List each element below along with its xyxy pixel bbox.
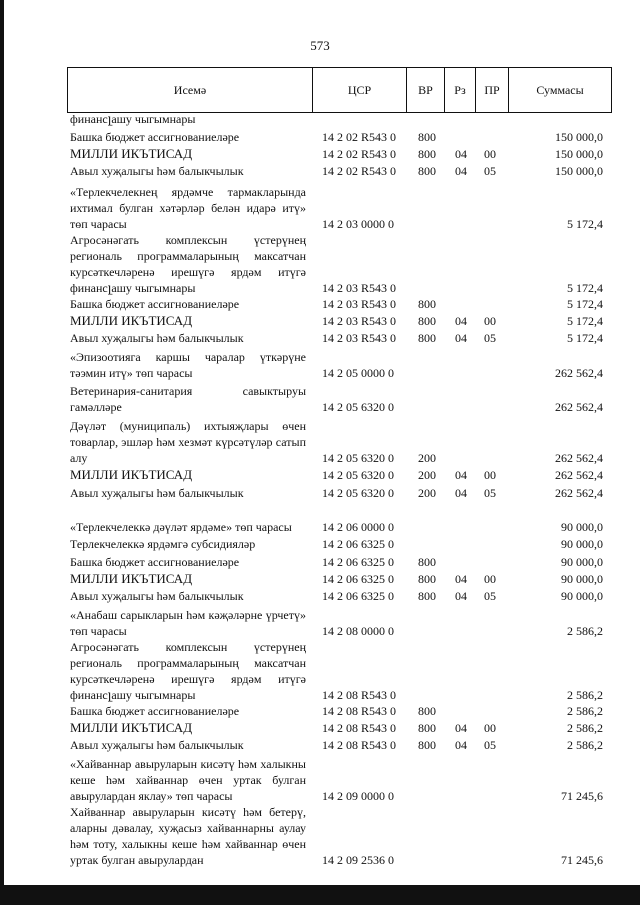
row-vr: 200 [418, 468, 436, 482]
row-sum: 71 245,6 [561, 789, 603, 803]
row-pr: 00 [484, 572, 496, 586]
row-csr: 14 2 08 R543 0 [322, 721, 397, 735]
row-rz: 04 [455, 331, 467, 345]
row-csr: 14 2 02 R543 0 [322, 130, 397, 144]
row-sum: 5 172,4 [567, 331, 603, 345]
row-name: МИЛЛИ ИКЪТИСАД [70, 467, 193, 482]
row-sum: 2 586,2 [567, 738, 603, 752]
row-rz: 04 [455, 468, 467, 482]
row-csr: 14 2 08 R543 0 [322, 704, 397, 718]
row-sum: 5 172,4 [567, 281, 603, 295]
header-vr: ВР [407, 68, 445, 113]
row-name: Авыл хуҗалыгы һәм балыкчылык [70, 589, 244, 603]
row-name: МИЛЛИ ИКЪТИСАД [70, 720, 193, 735]
row-name: МИЛЛИ ИКЪТИСАД [70, 146, 193, 161]
row-name: Авыл хуҗалыгы һәм балыкчылык [70, 738, 244, 752]
table-row [0, 604, 640, 639]
row-csr: 14 2 03 R543 0 [322, 331, 397, 345]
header-csr: ЦСР [313, 68, 407, 113]
table-row [0, 296, 640, 312]
row-csr: 14 2 06 0000 0 [322, 520, 394, 534]
header-name: Исемә [68, 68, 313, 113]
row-name: Агросәнәгать комплексын үстерүнең региональ программаларының максатчан курсәткечләренә ирешүгә ярдәм итүгә финансլашу чыгымнары [70, 233, 306, 295]
row-vr: 200 [418, 486, 436, 500]
table-row [0, 466, 640, 483]
budget-table-body [0, 113, 640, 868]
row-pr: 00 [484, 721, 496, 735]
row-sum: 71 245,6 [561, 853, 603, 867]
table-row [0, 346, 640, 381]
page-number: 573 [310, 38, 330, 53]
row-name: «Терлекчелекнең ярдәмче тармакларында ихтимал булган хәтәрләр белән идарә итү» төп чарасы [70, 185, 306, 231]
row-sum: 150 000,0 [555, 164, 603, 178]
header-sum: Суммасы [509, 68, 612, 113]
table-row [0, 753, 640, 804]
row-name: «Эпизоотияга каршы чаралар үткәрүне тәэмин итү» төп чарасы [70, 350, 306, 380]
row-sum: 150 000,0 [555, 147, 603, 161]
row-name: Башка бюджет ассигнованиеләре [70, 704, 240, 718]
row-sum: 262 562,4 [555, 486, 603, 500]
row-name: МИЛЛИ ИКЪТИСАД [70, 571, 193, 586]
row-csr: 14 2 05 6320 0 [322, 400, 394, 414]
row-csr: 14 2 03 R543 0 [322, 281, 397, 295]
header-rz: Рз [445, 68, 476, 113]
row-rz: 04 [455, 486, 467, 500]
row-rz: 04 [455, 147, 467, 161]
row-pr: 00 [484, 468, 496, 482]
row-rz: 04 [455, 738, 467, 752]
row-name: «Анабаш сарыкларын һәм кәҗәләрне үрчетү» төп чарасы [70, 608, 306, 638]
row-vr: 800 [418, 331, 436, 345]
row-csr: 14 2 06 6325 0 [322, 589, 394, 603]
row-sum: 2 586,2 [567, 624, 603, 638]
row-csr: 14 2 05 6320 0 [322, 451, 394, 465]
table-row [0, 179, 640, 232]
table-row [0, 145, 640, 162]
row-name: МИЛЛИ ИКЪТИСАД [70, 313, 193, 328]
row-rz: 04 [455, 721, 467, 735]
row-name: Авыл хуҗалыгы һәм балыкчылык [70, 486, 244, 500]
row-csr: 14 2 06 6325 0 [322, 572, 394, 586]
table-row [0, 703, 640, 719]
row-vr: 800 [418, 721, 436, 735]
row-csr: 14 2 05 6320 0 [322, 486, 394, 500]
row-name: Хайваннар авыруларын кисәтү һәм бетерү, аларны дәвалау, хуҗасыз хайваннарны аулау һәм тоту, халыкны кеше һәм хайваннар өчен уртак булган авырулардан [70, 805, 306, 867]
table-row [0, 162, 640, 179]
row-sum: 2 586,2 [567, 721, 603, 735]
table-row [0, 570, 640, 587]
row-sum: 5 172,4 [567, 217, 603, 231]
table-row [0, 736, 640, 753]
row-csr: 14 2 02 R543 0 [322, 147, 397, 161]
row-csr: 14 2 03 0000 0 [322, 217, 394, 231]
row-sum: 262 562,4 [555, 451, 603, 465]
row-vr: 800 [418, 555, 436, 569]
row-vr: 800 [418, 147, 436, 161]
header-pr: ПР [476, 68, 509, 113]
row-vr: 800 [418, 164, 436, 178]
row-pr: 05 [484, 738, 496, 752]
row-sum: 90 000,0 [561, 520, 603, 534]
row-csr: 14 2 05 0000 0 [322, 366, 394, 380]
row-csr: 14 2 08 0000 0 [322, 624, 394, 638]
row-csr: 14 2 06 6325 0 [322, 555, 394, 569]
row-pr: 05 [484, 331, 496, 345]
row-sum: 90 000,0 [561, 537, 603, 551]
row-csr: 14 2 09 2536 0 [322, 853, 394, 867]
row-csr: 14 2 06 6325 0 [322, 537, 394, 551]
row-sum: 2 586,2 [567, 688, 603, 702]
row-name: Авыл хуҗалыгы һәм балыкчылык [70, 164, 244, 178]
row-sum: 5 172,4 [567, 297, 603, 311]
row-rz: 04 [455, 589, 467, 603]
table-row [0, 639, 640, 703]
row-name: финансլашу чыгымнары [70, 112, 196, 126]
row-vr: 800 [418, 314, 436, 328]
row-csr: 14 2 08 R543 0 [322, 688, 397, 702]
table-row [0, 127, 640, 145]
row-pr: 00 [484, 314, 496, 328]
row-sum: 262 562,4 [555, 366, 603, 380]
row-sum: 262 562,4 [555, 468, 603, 482]
table-row [0, 535, 640, 552]
row-name: Башка бюджет ассигнованиеләре [70, 297, 240, 311]
row-rz: 04 [455, 314, 467, 328]
row-sum: 90 000,0 [561, 589, 603, 603]
row-csr: 14 2 08 R543 0 [322, 738, 397, 752]
row-rz: 04 [455, 572, 467, 586]
row-name: Башка бюджет ассигнованиеләре [70, 555, 240, 569]
row-vr: 800 [418, 130, 436, 144]
row-vr: 800 [418, 738, 436, 752]
row-name: Авыл хуҗалыгы һәм балыкчылык [70, 331, 244, 345]
table-row [0, 483, 640, 501]
row-name: Ветеринария-санитария савыктыруы гамәлләре [70, 384, 306, 414]
table-row [0, 381, 640, 415]
row-sum: 90 000,0 [561, 572, 603, 586]
table-header [67, 67, 612, 113]
scan-border-bottom [0, 885, 640, 905]
table-row [0, 232, 640, 296]
row-vr: 800 [418, 589, 436, 603]
row-vr: 200 [418, 451, 436, 465]
row-csr: 14 2 05 6320 0 [322, 468, 394, 482]
table-row [0, 501, 640, 535]
row-pr: 05 [484, 164, 496, 178]
row-name: Терлекчелеккә ярдәмгә субсидияләр [70, 537, 256, 551]
table-row [0, 329, 640, 346]
table-row [0, 552, 640, 570]
row-csr: 14 2 03 R543 0 [322, 297, 397, 311]
row-name: Дәүләт (муниципаль) ихтыяҗлары өчен товарлар, эшләр һәм хезмәт күрсәтүләр сатып алу [70, 419, 306, 465]
row-sum: 90 000,0 [561, 555, 603, 569]
row-csr: 14 2 09 0000 0 [322, 789, 394, 803]
row-vr: 800 [418, 572, 436, 586]
row-name: Башка бюджет ассигнованиеләре [70, 130, 240, 144]
row-pr: 05 [484, 589, 496, 603]
table-row [0, 312, 640, 329]
row-vr: 800 [418, 704, 436, 718]
row-name: «Терлекчелеккә дәүләт ярдәме» төп чарасы [70, 520, 292, 534]
row-vr: 800 [418, 297, 436, 311]
row-pr: 05 [484, 486, 496, 500]
row-name: Агросәнәгать комплексын үстерүнең региональ программаларының максатчан курсәткечләренә ирешүгә ярдәм итүгә финансլашу чыгымнары [70, 640, 306, 702]
row-sum: 262 562,4 [555, 400, 603, 414]
table-row [0, 587, 640, 604]
row-sum: 5 172,4 [567, 314, 603, 328]
table-row [0, 804, 640, 868]
row-pr: 00 [484, 147, 496, 161]
table-row [0, 415, 640, 466]
table-row [0, 719, 640, 736]
row-rz: 04 [455, 164, 467, 178]
row-csr: 14 2 03 R543 0 [322, 314, 397, 328]
row-name: «Хайваннар авыруларын кисәтү һәм халыкны кеше һәм хайваннар өчен уртак булган авырулардан яклау» төп чарасы [70, 757, 306, 803]
table-row [0, 113, 640, 127]
row-csr: 14 2 02 R543 0 [322, 164, 397, 178]
row-sum: 2 586,2 [567, 704, 603, 718]
row-sum: 150 000,0 [555, 130, 603, 144]
